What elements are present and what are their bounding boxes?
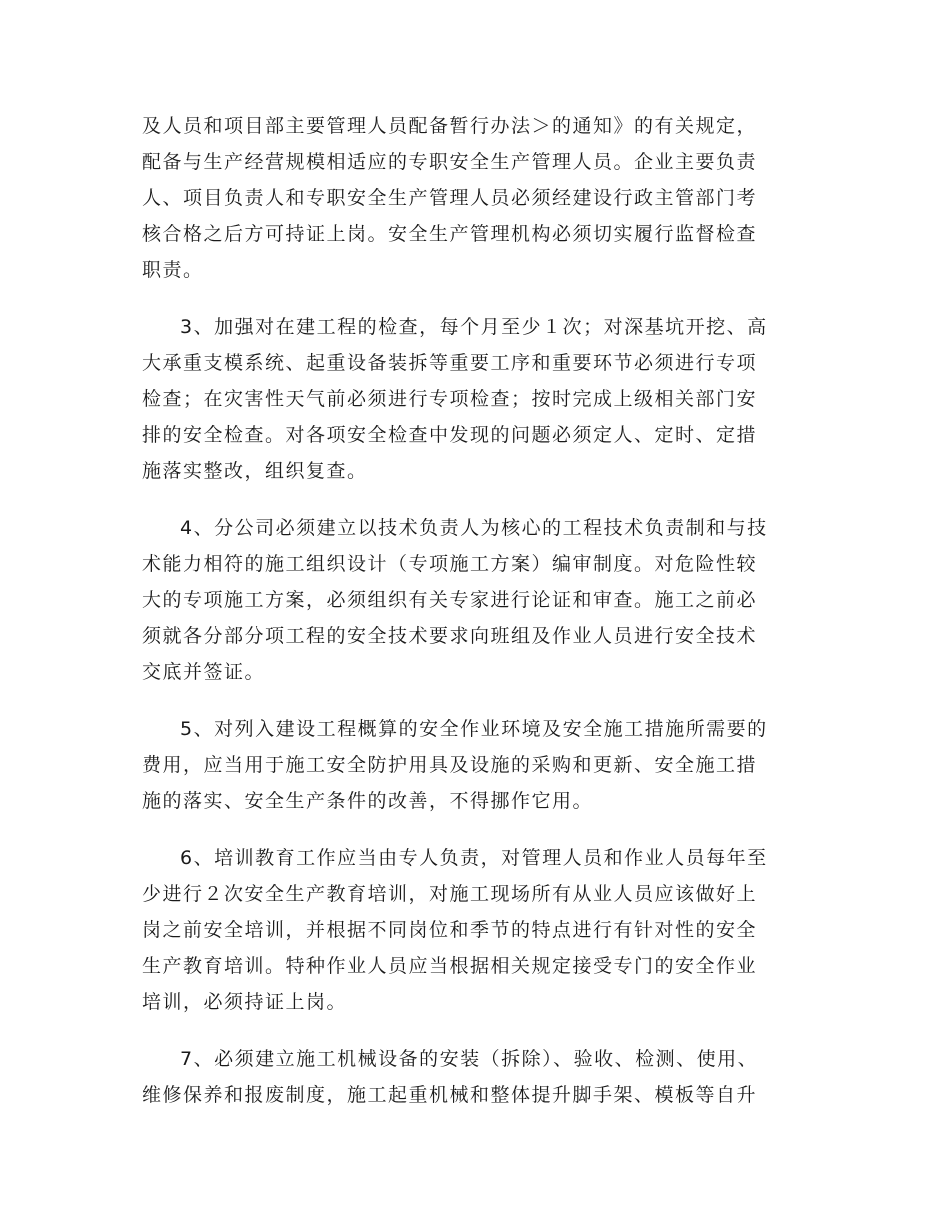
paragraph-item-6-line-2: 少进行２次安全生产教育培训，对施工现场所有从业人员应该做好上 <box>142 883 758 905</box>
paragraph-item-5-line-2: 费用，应当用于施工安全防护用具及设施的采购和更新、安全施工措 <box>142 754 758 776</box>
paragraph-item-7-line-1: 7、必须建立施工机械设备的安装（拆除）、验收、检测、使用、 <box>180 1048 759 1070</box>
paragraph-item-3-line-5: 施落实整改，组织复查。 <box>142 460 368 482</box>
paragraph-item-7-line-2: 维修保养和报废制度，施工起重机械和整体提升脚手架、模板等自升 <box>142 1084 758 1106</box>
paragraph-item-4-line-1: 4、分公司必须建立以技术负责人为核心的工程技术负责制和与技 <box>180 517 768 539</box>
paragraph-item-5-line-1: 5、对列入建设工程概算的安全作业环境及安全施工措施所需要的 <box>180 718 768 740</box>
paragraph-item-4-line-2: 术能力相符的施工组织设计（专项施工方案）编审制度。对危险性较 <box>142 553 758 575</box>
paragraph-item-4-line-4: 须就各分部分项工程的安全技术要求向班组及作业人员进行安全技术 <box>142 625 758 647</box>
paragraph-1-line-2: 配备与生产经营规模相适应的专职安全生产管理人员。企业主要负责 <box>142 151 758 173</box>
paragraph-item-3-line-4: 排的安全检查。对各项安全检查中发现的问题必须定人、定时、定措 <box>142 424 758 446</box>
paragraph-item-6-line-1: 6、培训教育工作应当由专人负责，对管理人员和作业人员每年至 <box>180 847 768 869</box>
paragraph-item-4-line-3: 大的专项施工方案，必须组织有关专家进行论证和审查。施工之前必 <box>142 589 758 611</box>
paragraph-item-3-line-1: 3、加强对在建工程的检查，每个月至少１次；对深基坑开挖、高 <box>180 316 768 338</box>
paragraph-item-6-line-3: 岗之前安全培训，并根据不同岗位和季节的特点进行有针对性的安全 <box>142 919 758 941</box>
paragraph-1-line-1: 及人员和项目部主要管理人员配备暂行办法＞的通知》的有关规定， <box>142 115 758 137</box>
paragraph-1-line-4: 核合格之后方可持证上岗。安全生产管理机构必须切实履行监督检查 <box>142 223 758 245</box>
paragraph-item-4-line-5: 交底并签证。 <box>142 661 266 683</box>
paragraph-1-line-3: 人、项目负责人和专职安全生产管理人员必须经建设行政主管部门考 <box>142 187 758 209</box>
document-body <box>142 0 812 1230</box>
paragraph-item-3-line-2: 大承重支模系统、起重设备装拆等重要工序和重要环节必须进行专项 <box>142 352 758 374</box>
paragraph-item-6-line-4: 生产教育培训。特种作业人员应当根据相关规定接受专门的安全作业 <box>142 955 758 977</box>
paragraph-1-line-5: 职责。 <box>142 259 204 281</box>
paragraph-item-5-line-3: 施的落实、安全生产条件的改善，不得挪作它用。 <box>142 790 594 812</box>
paragraph-item-3-line-3: 检查；在灾害性天气前必须进行专项检查；按时完成上级相关部门安 <box>142 388 758 410</box>
paragraph-item-6-line-5: 培训，必须持证上岗。 <box>142 991 348 1013</box>
